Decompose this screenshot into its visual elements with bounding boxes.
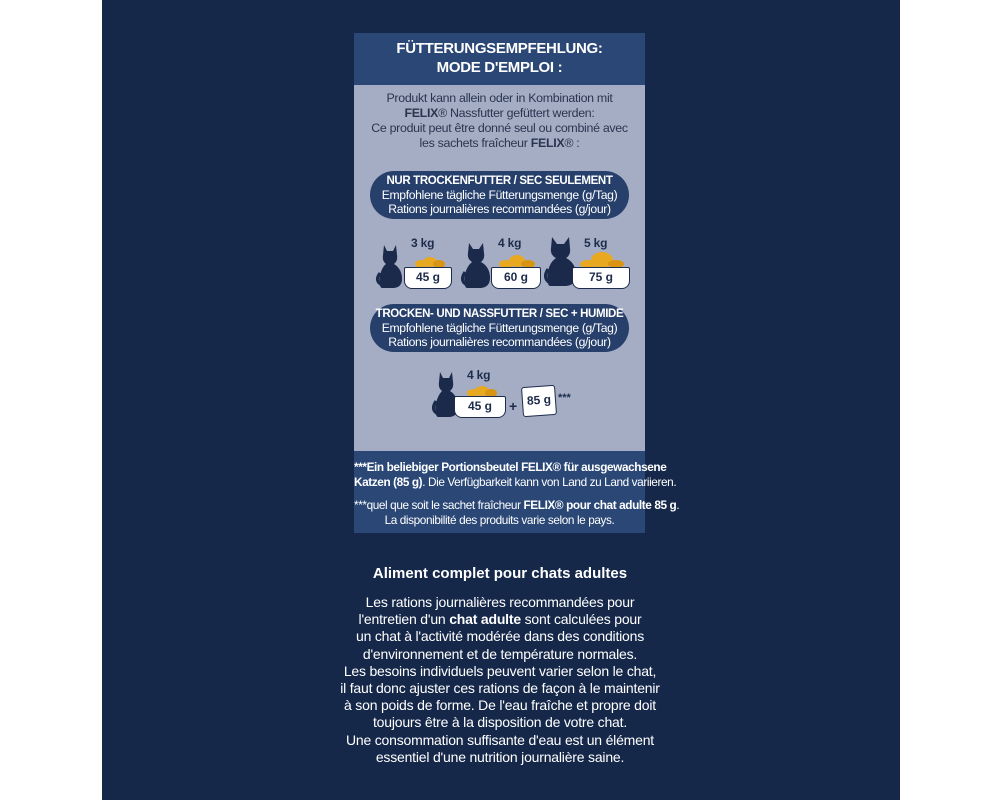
description-line: il faut donc ajuster ces rations de façon à le maintenir: [340, 680, 660, 697]
dry-only-title: NUR TROCKENFUTTER / SEC SEULEMENT: [386, 175, 613, 187]
footnote-fr-line1: [354, 498, 680, 513]
food-bowl-icon: [491, 267, 541, 289]
brand-name: FELIX: [404, 106, 439, 120]
intro-fr-line2-end: ® :: [564, 136, 580, 150]
description-line: Les besoins individuels peuvent varier selon le chat,: [343, 662, 657, 679]
description-title: Aliment complet pour chats adultes: [372, 565, 628, 582]
portion-amount: 75 g: [588, 270, 613, 284]
header-title-fr: MODE D'EMPLOI :: [436, 59, 563, 76]
footnote-fr-start: ***quel que soit le sachet fraîcheur: [354, 498, 524, 512]
description-line: d'environnement et de température normales.: [362, 645, 638, 662]
description-line-start: l'entretien d'un: [358, 611, 450, 628]
cat-weight-label: 3 kg: [411, 236, 435, 250]
footnotes-box: [354, 451, 680, 533]
product-description: [300, 564, 700, 766]
portion-amount: 45 g: [415, 270, 440, 284]
cat-weight-label: 4 kg: [467, 368, 491, 382]
feeding-guide-header: [354, 33, 645, 85]
footnote-de-start: ***Ein beliebiger Portionsbeutel: [354, 460, 522, 474]
footnote-de-bold: Katzen (85 g): [354, 475, 423, 489]
footnote-de-line1: [354, 460, 667, 475]
portion-amount: 60 g: [503, 270, 528, 284]
dry-only-banner: [370, 171, 629, 219]
wet-portion-amount: 85 g: [526, 392, 552, 408]
footnote-de-line2: [354, 475, 677, 490]
pouch-icon: [521, 385, 557, 417]
description-line: toujours être à la disposition de votre chat.: [372, 714, 628, 731]
dry-only-line-de: Empfohlene tägliche Fütterungsmenge (g/Tag): [381, 188, 618, 202]
footnote-de: [354, 460, 677, 490]
intro-de-line2-text: ® Nassfutter gefüttert werden:: [438, 106, 595, 120]
food-bowl-icon: [572, 267, 630, 289]
portion-group-4kg: [463, 233, 545, 293]
dry-only-line-fr: Rations journalières recommandées (g/jour): [388, 202, 611, 216]
mixed-line-fr: Rations journalières recommandées (g/jour): [388, 335, 611, 349]
brand-name: FELIX: [530, 136, 565, 150]
mixed-title: TROCKEN- UND NASSFUTTER / SEC + HUMIDE: [375, 308, 624, 320]
description-line-end: sont calculées pour: [520, 611, 642, 628]
feeding-guide-card: [354, 33, 680, 533]
intro-fr-line1: Ce produit peut être donné seul ou combiné avec: [371, 121, 628, 135]
description-body: [300, 594, 700, 766]
header-title-de: FÜTTERUNGSEMPFEHLUNG:: [396, 40, 603, 57]
mixed-line-de: Empfohlene tägliche Fütterungsmenge (g/Tag): [381, 321, 618, 335]
intro-fr-line2: [354, 136, 645, 151]
description-line: à son poids de forme. De l'eau fraîche et propre doit: [344, 697, 656, 714]
food-bowl-icon: [404, 267, 452, 289]
description-line-bold: chat adulte: [449, 611, 521, 628]
description-line: [300, 611, 700, 628]
plus-sign: +: [509, 398, 518, 414]
food-bowl-icon: [454, 396, 506, 418]
intro-fr-line2-text: les sachets fraîcheur: [419, 136, 531, 150]
cat-weight-label: 4 kg: [498, 236, 522, 250]
footnote-fr-end: .: [676, 498, 680, 512]
mixed-feeding-banner: [370, 304, 629, 352]
footnote-fr-bold: FELIX® pour chat adulte 85 g: [523, 498, 677, 512]
footnote-fr: [354, 498, 680, 528]
intro-de-line1: Produkt kann allein oder in Kombination mit: [386, 91, 613, 105]
footnote-de-rest: . Die Verfügbarkeit kann von Land zu Land variieren.: [422, 475, 677, 489]
footnote-marker: ***: [558, 392, 571, 404]
feeding-intro: [354, 91, 645, 151]
mixed-portion-group: [434, 366, 574, 418]
footnote-fr-line2: La disponibilité des produits varie selon le pays.: [384, 513, 615, 527]
description-line: Les rations journalières recommandées pour: [365, 594, 635, 610]
description-line: Une consommation suffisante d'eau est un élément: [345, 731, 654, 748]
portion-group-5kg: [546, 231, 636, 293]
description-line: essentiel d'une nutrition journalière saine.: [375, 748, 625, 765]
cat-weight-label: 5 kg: [584, 236, 608, 250]
intro-de-line2: [354, 106, 645, 121]
dry-portion-amount: 45 g: [467, 399, 492, 413]
footnote-de-brand: FELIX® für ausgewachsene: [521, 460, 667, 474]
portion-group-3kg: [378, 233, 460, 293]
description-line: un chat à l'activité modérée dans des conditions: [355, 628, 645, 645]
